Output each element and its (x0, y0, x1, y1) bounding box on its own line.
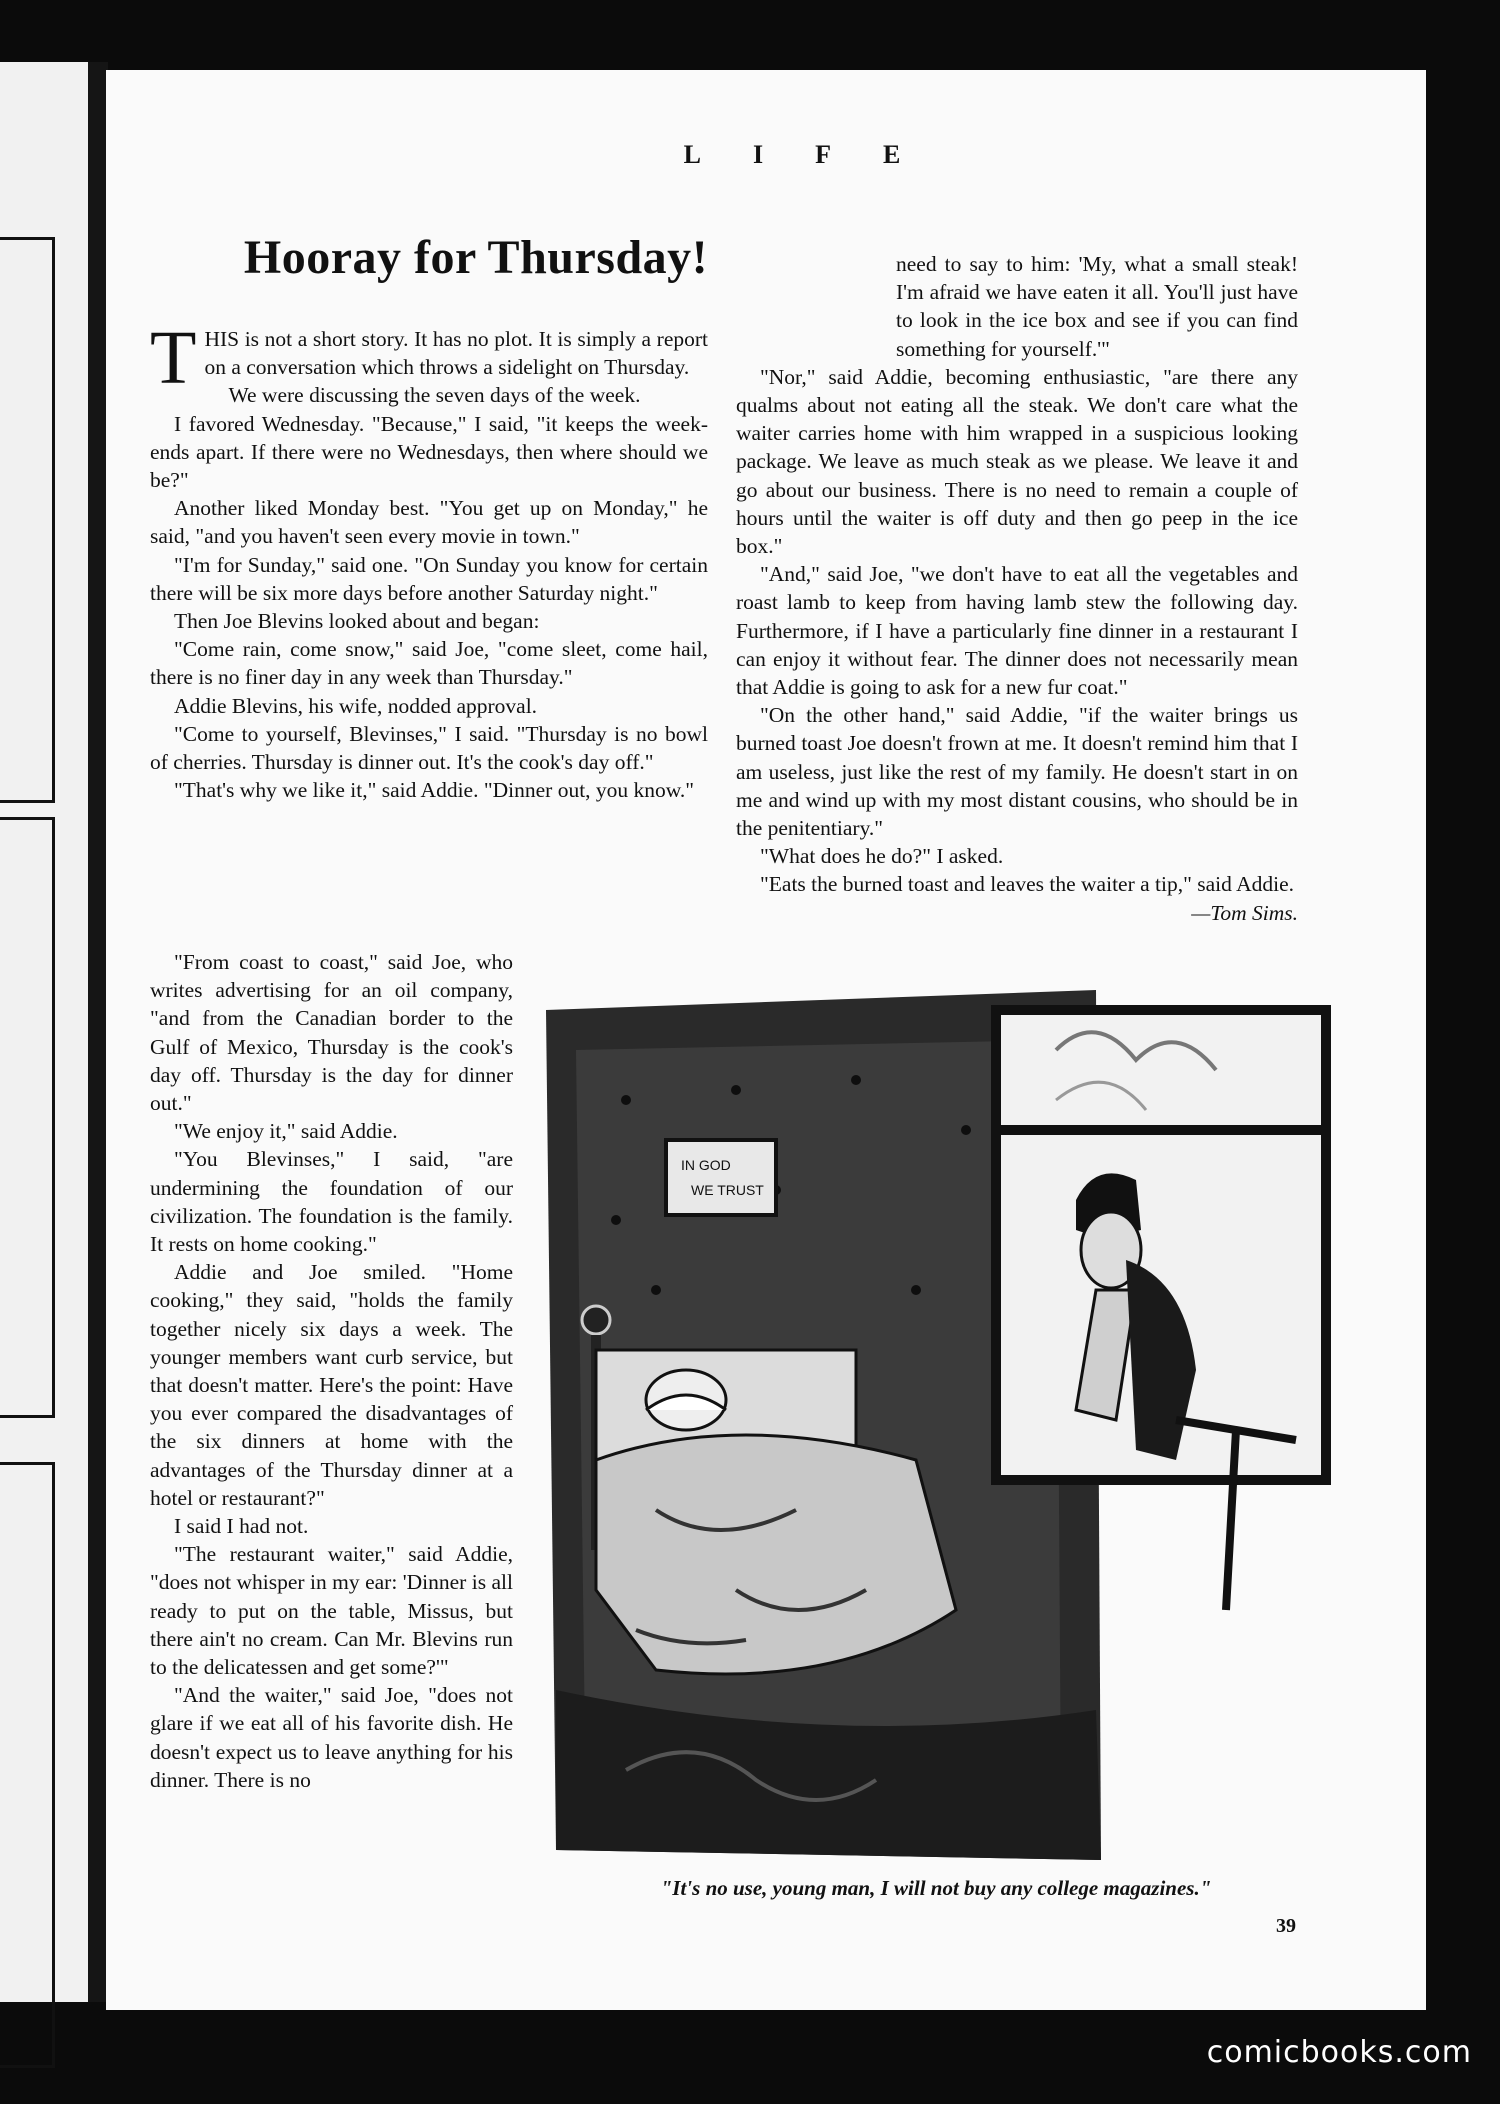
paragraph: I favored Wednesday. "Because," I said, "it keeps the week-ends apart. If there were no Wednesdays, then where should we be?" (150, 411, 708, 493)
paragraph: Addie Blevins, his wife, nodded approval. (174, 693, 538, 718)
column-right (736, 250, 1298, 927)
paragraph: "We enjoy it," said Addie. (174, 1119, 398, 1144)
paragraph: "And," said Joe, "we don't have to eat all the vegetables and roast lamb to keep from having lamb stew the following day. Furthermore, if I have a particularly fine dinner in a restaurant I can enjoy it without fear. The dinner does not necessarily mean that Addie is going to ask for a new fur coat." (736, 562, 1298, 700)
paragraph: THIS is not a short story. It has no plot. It is simply a report on a conversation which throws a sidelight on Thursday. (150, 316, 708, 400)
facing-page-frame (0, 817, 55, 1418)
facing-page-edge (0, 62, 88, 2002)
drop-cap: T (150, 316, 197, 400)
paragraph: "Come to yourself, Blevinses," I said. "Thursday is no bowl of cherries. Thursday is dinner out. It's the cook's day off." (150, 721, 708, 775)
illustration-caption: "It's no use, young man, I will not buy any college magazines." (660, 1876, 1212, 1900)
page-number: 39 (1276, 1915, 1296, 1937)
article-title: Hooray for Thursday! (243, 231, 709, 284)
paragraph: We were discussing the seven days of the week. (228, 383, 641, 408)
paragraph: I said I had not. (174, 1514, 309, 1539)
paragraph: Addie and Joe smiled. "Home cooking," they said, "holds the family together nicely six days a week. The younger members want curb service, but that doesn't matter. Here's the point: Have you ever compared the disadvantages of the six dinners at home with the advantages of the Thursday dinner at a hotel or restaurant?" (150, 1260, 513, 1510)
paragraph: "And the waiter," said Joe, "does not glare if we eat all of his favorite dish. He doesn't expect us to leave anything for his dinner. There is no (150, 1683, 513, 1792)
running-header: LIFE (683, 140, 953, 169)
book-spine (88, 62, 108, 2002)
paragraph: "You Blevinses," I said, "are undermining the foundation of our civilization. The foundation is the family. It rests on home cooking." (150, 1147, 513, 1257)
paragraph: "What does he do?" I asked. (760, 844, 1004, 869)
paragraph: "I'm for Sunday," said one. "On Sunday you know for certain there will be six more days before another Saturday night." (150, 552, 708, 605)
column-left-top (150, 316, 708, 804)
magazine-page (106, 70, 1426, 2010)
paragraph: "Nor," said Addie, becoming enthusiastic, "are there any qualms about not eating all the steak. We don't care what the waiter carries home with him wrapped in a suspicious looking package. We leave as much steak as we please. We leave it and go about our business. There is no need to remain a couple of hours until the waiter is off duty and then go peep in the ice box." (736, 364, 1298, 559)
facing-page-frame (0, 237, 55, 803)
paragraph: "On the other hand," said Addie, "if the waiter brings us burned toast Joe doesn't frown at me. It doesn't remind him that I am useless, just like the rest of my family. He doesn't start in on me and wind up with my most distant cousins, who should be in the penitentiary." (736, 703, 1298, 841)
sign-text-line: IN GOD (681, 1157, 731, 1173)
paragraph: "That's why we like it," said Addie. "Dinner out, you know." (174, 778, 695, 803)
sign-text-line: WE TRUST (691, 1182, 764, 1198)
author-signature: —Tom Sims. (1191, 900, 1298, 925)
cartoon-illustration (536, 990, 1344, 1870)
facing-page-frame (0, 1462, 55, 2068)
watermark: comicbooks.com (1206, 2035, 1472, 2070)
column-left-bottom (150, 948, 513, 1794)
paragraph: "Eats the burned toast and leaves the waiter a tip," said Addie. (760, 872, 1294, 897)
paragraph: "The restaurant waiter," said Addie, "does not whisper in my ear: 'Dinner is all ready to put on the table, Missus, but there ain't no cream. Can Mr. Blevins run to the delicatessen and get some?'" (150, 1542, 513, 1680)
paragraph: Then Joe Blevins looked about and began: (174, 609, 540, 634)
paragraph: "From coast to coast," said Joe, who writes advertising for an oil company, "and from the Canadian border to the Gulf of Mexico, Thursday is the cook's day off. Thursday is the day for dinner out." (150, 950, 513, 1116)
paragraph: Another liked Monday best. "You get up on Monday," he said, "and you haven't seen every movie in town." (150, 496, 708, 549)
paragraph: "Come rain, come snow," said Joe, "come sleet, come hail, there is no finer day in any week than Thursday." (150, 637, 708, 690)
paragraph: need to say to him: 'My, what a small steak! I'm afraid we have eaten it all. You'll just have to look in the ice box and see if you can find something for yourself.'" (896, 252, 1298, 361)
